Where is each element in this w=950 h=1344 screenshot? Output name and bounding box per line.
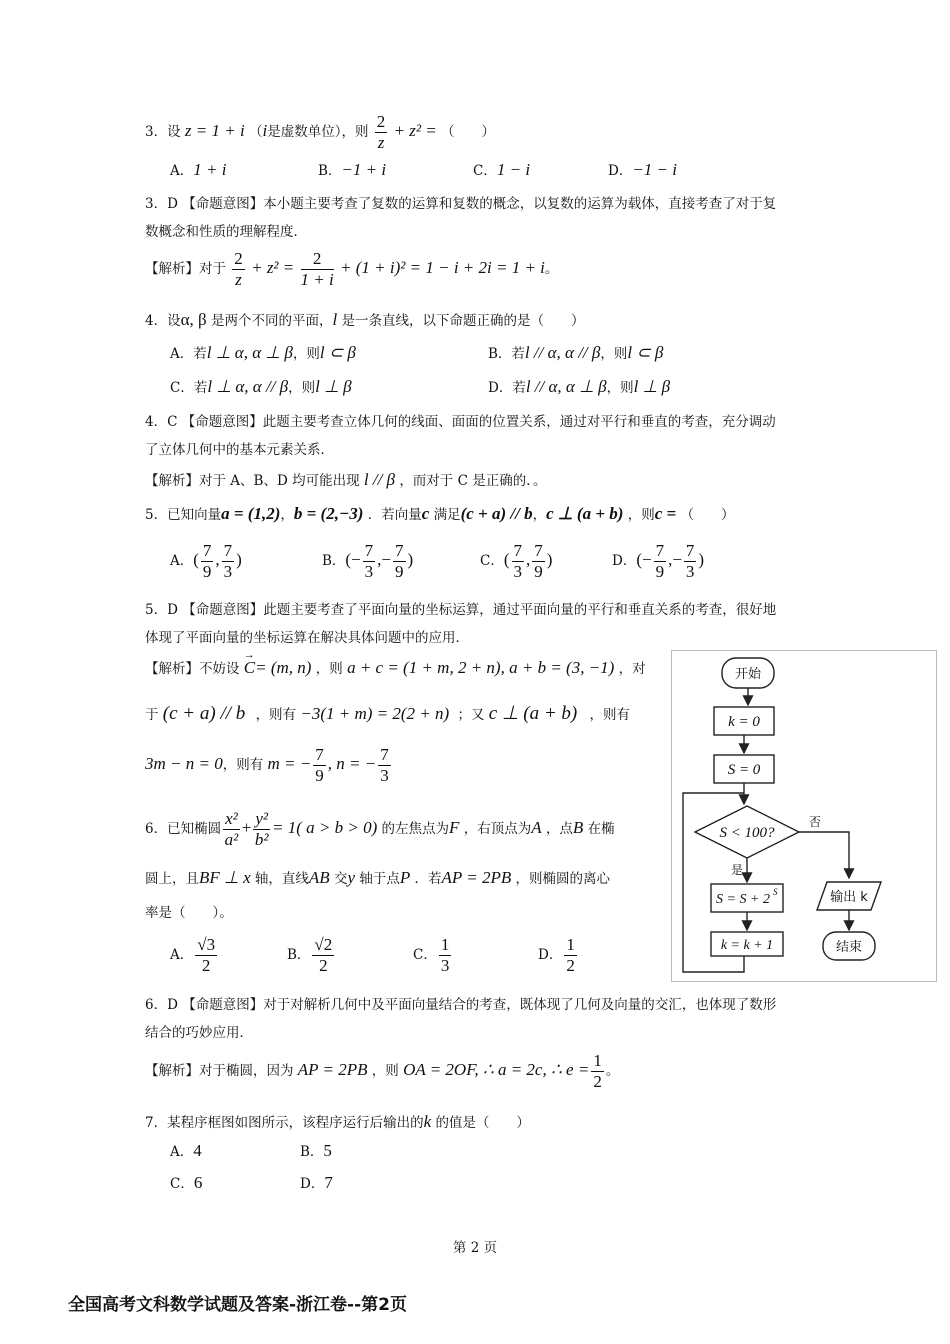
- analysis-text: ；又: [457, 707, 485, 723]
- q5-stem-text: ．若向量: [367, 507, 422, 523]
- option-sep: ,−: [668, 550, 682, 569]
- q6-analysis: [145, 1050, 619, 1092]
- option-cond: l // α, α // β: [524, 343, 601, 362]
- q5-option-a: [170, 540, 242, 582]
- frac-den: 2: [566, 956, 575, 975]
- q6-eq: = 1( a > b > 0): [272, 818, 378, 837]
- q5-option-c: [480, 540, 552, 582]
- q7-option-a: [170, 1141, 202, 1162]
- q7-stem-text: 7．某程序框图如图所示，该程序运行后输出的: [145, 1115, 424, 1131]
- q4-option-d: [488, 377, 670, 398]
- option-label: C．: [413, 947, 437, 963]
- option-label: D．: [300, 1176, 325, 1192]
- frac-num: 1: [440, 935, 450, 954]
- option-cond: l ⊥ α, α ⊥ β: [206, 343, 293, 362]
- q7-stem-text: 的值是（ ）: [435, 1115, 530, 1131]
- q7-option-c: [170, 1173, 202, 1194]
- option-res: l ⊥ β: [315, 377, 352, 396]
- q3-stem: [145, 112, 495, 153]
- q6-stem-text: 交: [334, 871, 348, 887]
- q6-math: y: [347, 868, 356, 887]
- frac-num: 2: [234, 249, 243, 268]
- q6-stem-text: 的左焦点为: [381, 821, 450, 837]
- q3-analysis-frac2: [301, 249, 334, 290]
- analysis-frac: [313, 745, 326, 786]
- flowchart-init-k-label: k = 0: [728, 714, 760, 730]
- frac-num: 7: [380, 745, 389, 764]
- frac-num: 1: [593, 1051, 602, 1070]
- q6-stem-text: 6．已知椭圆: [145, 821, 222, 837]
- frac-den: b²: [254, 830, 269, 849]
- analysis-math: = (m, n): [255, 658, 312, 677]
- q3-frac-num: 2: [376, 112, 386, 131]
- q3-stem-text: 是虚数单位），则: [267, 124, 369, 140]
- q3-answer-line2: 数概念和性质的理解程度．: [145, 224, 307, 240]
- q4-stem-text: 4．设: [145, 313, 181, 329]
- frac-den: 1 + i: [300, 270, 334, 289]
- frac-num: 2: [301, 249, 334, 270]
- analysis-text: ，则: [315, 661, 343, 677]
- analysis-math: OA = 2OF, ∴ a = 2c, ∴ e =: [403, 1060, 590, 1079]
- frac-den: 3: [440, 956, 450, 975]
- frac-den: 3: [513, 562, 523, 581]
- frac-den: a²: [224, 830, 239, 849]
- frac-den: 3: [364, 562, 374, 581]
- analysis-tag: 【解析】: [145, 261, 199, 277]
- flowchart-update-s-sup: S: [773, 887, 778, 897]
- q3-option-d: [608, 160, 677, 181]
- option-sep: ,: [526, 550, 531, 569]
- option-res: l ⊂ β: [319, 343, 356, 362]
- option-label: A．若: [170, 346, 207, 362]
- option-post: ): [407, 550, 414, 569]
- q6-frac-x: [223, 809, 240, 850]
- option-pre: (: [193, 550, 199, 569]
- program-flowchart: [671, 650, 937, 982]
- q6-option-a: [170, 935, 219, 976]
- option-value: −1 − i: [632, 160, 677, 179]
- q4-answer-line2: 了立体几何中的基本元素关系．: [145, 442, 334, 458]
- q3-frac-den: z: [377, 133, 385, 152]
- q3-fraction: [375, 112, 388, 153]
- analysis-math: −3(1 + m) = 2(2 + n): [300, 704, 450, 723]
- option-label: A．: [170, 553, 194, 569]
- analysis-text: 于: [145, 707, 159, 723]
- option-value: −1 + i: [341, 160, 387, 179]
- option-then: ，则: [600, 346, 628, 362]
- option-frac2: [532, 541, 545, 582]
- option-post: ): [698, 550, 705, 569]
- analysis-math: a + c = (1 + m, 2 + n), a + b = (3, −1): [347, 658, 615, 677]
- q6-stem-text: 轴，直线: [254, 871, 309, 887]
- q3-stem-text: 3．设: [145, 124, 181, 140]
- option-label: A．: [170, 1144, 194, 1160]
- q6-answer-line2: 结合的巧妙应用．: [145, 1025, 253, 1041]
- q4-option-b: [488, 343, 663, 364]
- q7-option-b: [300, 1141, 332, 1162]
- q4-stem-text: 是一条直线，以下命题正确的是（ ）: [341, 313, 585, 329]
- q6-stem-line1: [145, 808, 615, 850]
- option-post: ): [546, 550, 553, 569]
- q6-stem-line2: [145, 868, 610, 889]
- q6-stem-text: ，点: [545, 821, 573, 837]
- flowchart-end-label: 结束: [835, 940, 863, 955]
- q4-option-a: [170, 343, 356, 364]
- q4-alpha-beta: α, β: [180, 310, 207, 329]
- analysis-text: ，则: [371, 1063, 399, 1079]
- frac-num: √2: [314, 935, 333, 954]
- option-res: l ⊂ β: [627, 343, 664, 362]
- q3-option-b: [318, 160, 386, 181]
- frac-num: 7: [223, 541, 233, 560]
- q5-answer-line2: 体现了平面向量的坐标运算在解决具体问题中的应用．: [145, 630, 469, 646]
- q3-paren: （ ）: [441, 124, 496, 140]
- option-label: C．若: [170, 380, 208, 396]
- q3-option-a: [170, 160, 226, 181]
- frac-den: 3: [380, 766, 389, 785]
- frac-den: 2: [319, 956, 328, 975]
- option-label: C．: [480, 553, 504, 569]
- option-cond: l ⊥ α, α // β: [207, 377, 289, 396]
- q5-vec-b: b = (2,−3): [293, 504, 364, 523]
- q3-answer-line1: 3．D 【命题意图】本小题主要考查了复数的运算和复数的概念，以复数的运算为载体，直接考查了对于复: [145, 196, 777, 212]
- frac-den: 9: [315, 766, 324, 785]
- q5-option-b: [322, 540, 413, 582]
- option-frac2: [222, 541, 235, 582]
- frac-den: 9: [534, 562, 543, 581]
- option-frac1: [363, 541, 376, 582]
- q6-stem-line3: [145, 903, 233, 923]
- option-res: l ⊥ β: [633, 377, 671, 396]
- flowchart-yes-label: 是: [731, 863, 744, 877]
- option-frac1: [201, 541, 214, 582]
- q6-frac-y: [253, 809, 270, 850]
- option-label: B．: [287, 947, 311, 963]
- frac-num: 7: [655, 541, 665, 560]
- q5-analysis-line2: [145, 704, 630, 725]
- q4-analysis: [145, 470, 546, 491]
- flowchart-arrow-no: [799, 832, 849, 878]
- analysis-text: ，则有: [589, 707, 631, 723]
- option-label: C．: [473, 163, 497, 179]
- option-frac2: [684, 541, 697, 582]
- q6-option-b: [287, 935, 336, 976]
- option-value: 1 − i: [496, 160, 531, 179]
- option-label: D．: [612, 553, 637, 569]
- frac-num: 7: [315, 745, 324, 764]
- flowchart-output-label: 输出 k: [830, 890, 868, 905]
- q5-answer-line1: 5．D 【命题意图】此题主要考查了平面向量的坐标运算，通过平面向量的平行和垂直关系的考查，很好地: [145, 602, 777, 618]
- option-value: 5: [323, 1141, 332, 1160]
- frac-num: 7: [685, 541, 695, 560]
- flowchart-no-label: 否: [809, 815, 822, 829]
- q4-stem-text: 是两个不同的平面，: [210, 313, 333, 329]
- q5-c: c: [421, 504, 430, 523]
- q5-option-d: [612, 540, 704, 582]
- q6-option-c: [413, 935, 453, 976]
- q3-stem-text: （: [248, 124, 263, 140]
- frac-num: 7: [395, 541, 404, 560]
- frac-den: 2: [201, 956, 211, 975]
- option-then: ，则: [292, 346, 320, 362]
- analysis-tag: 【解析】: [145, 473, 199, 489]
- analysis-text: ，则有: [222, 757, 264, 773]
- option-value: 7: [324, 1173, 333, 1192]
- frac-num: 7: [202, 541, 212, 560]
- option-frac1: [654, 541, 667, 582]
- option-pre: (: [503, 550, 510, 569]
- q7-k: k: [423, 1112, 432, 1131]
- q6-math: BF ⊥ x: [199, 868, 251, 887]
- q5-cond1: (c + a) // b: [460, 504, 533, 523]
- option-label: B．: [300, 1144, 324, 1160]
- q6-F: F: [449, 818, 460, 837]
- analysis-text: ，而对于 C 是正确的．: [399, 473, 533, 489]
- frac-den: 9: [655, 562, 665, 581]
- option-label: A．: [170, 163, 194, 179]
- frac-num: 7: [513, 541, 523, 560]
- flowchart-start-label: 开始: [734, 667, 762, 682]
- option-frac1: [512, 541, 525, 582]
- q6-option-d: [538, 935, 579, 976]
- option-frac: [312, 935, 334, 976]
- option-label: D．若: [488, 380, 526, 396]
- q5-sep: ，: [532, 507, 547, 523]
- analysis-math: m = −: [267, 754, 312, 773]
- option-cond: l // α, α ⊥ β: [525, 377, 607, 396]
- q6-B: B: [572, 818, 584, 837]
- analysis-text: ，对: [618, 661, 646, 677]
- analysis-text: ，则有: [255, 707, 297, 723]
- q6-stem-text: 轴于点: [359, 871, 400, 887]
- q5-analysis-line1: [145, 658, 646, 679]
- option-frac: [195, 935, 217, 976]
- q7-stem: [145, 1112, 530, 1133]
- flowchart-update-s-label: S = S + 2: [716, 892, 770, 907]
- frac-num: x²: [225, 809, 238, 828]
- option-value: 6: [193, 1173, 203, 1192]
- q6-math: AB: [308, 868, 330, 887]
- analysis-math: AP = 2PB: [297, 1060, 368, 1079]
- page-number: 第 2 页: [452, 1240, 498, 1256]
- q6-math: AP = 2PB: [441, 868, 512, 887]
- q3-option-c: [473, 160, 530, 181]
- analysis-text: 对于椭圆，因为: [199, 1063, 294, 1079]
- q5-sep: ，: [280, 507, 294, 523]
- frac-num: √3: [197, 935, 216, 954]
- q6-A: A: [531, 818, 542, 837]
- q5-stem-text: 5．已知向量: [145, 507, 222, 523]
- frac-den: 3: [685, 562, 695, 581]
- q7-option-d: [300, 1173, 333, 1194]
- q3-i-var: i: [262, 121, 268, 140]
- q6-stem-text: 圆上，且: [145, 871, 199, 887]
- option-sep: ,: [215, 550, 220, 569]
- q3-stem-math: + z² =: [393, 121, 437, 140]
- frac-num: 1: [566, 935, 575, 954]
- q6-plus: +: [241, 818, 252, 837]
- analysis-math: (c + a) // b: [162, 703, 246, 724]
- option-label: B．: [322, 553, 346, 569]
- q6-stem-end: 。: [219, 905, 233, 921]
- analysis-text: 对于 A、B、D 均可能出现: [199, 473, 360, 489]
- q5-cond2: c ⊥ (a + b): [546, 504, 624, 523]
- analysis-math: c ⊥ (a + b): [488, 703, 578, 724]
- option-sep: ,−: [377, 550, 392, 569]
- q4-l: l: [332, 310, 338, 329]
- frac-num: y²: [255, 809, 268, 828]
- q5-stem-text: ，则: [627, 507, 655, 523]
- option-label: B．若: [488, 346, 525, 362]
- q5-stem-text: 满足: [433, 507, 461, 523]
- frac-den: 3: [223, 562, 233, 581]
- analysis-vec-c: → C: [244, 658, 255, 678]
- q4-option-c: [170, 377, 352, 398]
- q3-z-eq: z = 1 + i: [184, 121, 245, 140]
- frac-den: 2: [593, 1072, 602, 1091]
- frac-den: 9: [202, 562, 212, 581]
- option-value: 4: [193, 1141, 202, 1160]
- analysis-end: 。: [605, 1063, 620, 1079]
- analysis-text: 不妨设: [199, 661, 240, 677]
- analysis-math: + (1 + i)² = 1 − i + 2i = 1 + i: [340, 258, 545, 277]
- analysis-math: + z² =: [251, 258, 295, 277]
- flowchart-init-s-label: S = 0: [727, 762, 761, 778]
- q3-analysis-frac1: [232, 249, 245, 290]
- analysis-math: 3m − n = 0: [145, 754, 223, 773]
- q4-answer-line1: 4．C 【命题意图】此题主要考查立体几何的线面、面面的位置关系，通过对平行和垂直的考查，充分调动: [145, 414, 776, 430]
- flowchart-update-k-label: k = k + 1: [720, 938, 774, 953]
- frac-num: 7: [534, 541, 543, 560]
- q6-math: P: [399, 868, 411, 887]
- option-frac: [439, 935, 452, 976]
- analysis-tag: 【解析】: [145, 661, 199, 677]
- q3-analysis: [145, 248, 558, 290]
- q5-paren: （ ）: [680, 507, 735, 523]
- analysis-frac: [378, 745, 391, 786]
- option-label: D．: [538, 947, 563, 963]
- q5-vec-a: a = (1,2): [221, 504, 281, 523]
- analysis-math: , n = −: [327, 754, 377, 773]
- analysis-text: 对于: [199, 261, 226, 277]
- q6-answer-line1: 6．D 【命题意图】对于对解析几何中及平面向量结合的考查，既体现了几何及向量的交汇，也体现了数形: [145, 997, 777, 1013]
- q6-stem-text: 在椭: [587, 821, 615, 837]
- analysis-end: 。: [544, 261, 559, 277]
- q5-c-eq: c =: [654, 504, 677, 523]
- analysis-tag: 【解析】: [145, 1063, 199, 1079]
- option-label: D．: [608, 163, 633, 179]
- option-value: 1 + i: [193, 160, 227, 179]
- flowchart-condition-label: S < 100?: [719, 825, 775, 841]
- option-label: A．: [170, 947, 194, 963]
- document-footer-title: 全国高考文科数学试题及答案-浙江卷--第2页: [68, 1295, 407, 1315]
- option-then: ，则: [288, 380, 316, 396]
- q4-stem: [145, 310, 584, 331]
- q6-stem-text: 率是（ ）: [145, 905, 220, 921]
- option-frac: [564, 935, 577, 976]
- q5-analysis-line3: [145, 744, 393, 786]
- q6-stem-text: ．若: [414, 871, 442, 887]
- frac-den: z: [235, 270, 242, 289]
- q6-stem-text: ，则椭圆的离心: [515, 871, 611, 887]
- option-label: B．: [318, 163, 342, 179]
- analysis-end: 。: [532, 473, 547, 489]
- analysis-math: l // β: [363, 470, 396, 489]
- option-label: C．: [170, 1176, 194, 1192]
- frac-num: 7: [364, 541, 374, 560]
- frac-den: 9: [395, 562, 404, 581]
- option-pre: (−: [636, 550, 652, 569]
- analysis-frac: [591, 1051, 604, 1092]
- option-pre: (−: [345, 550, 361, 569]
- option-post: ): [236, 550, 242, 569]
- option-frac2: [393, 541, 406, 582]
- option-then: ，则: [606, 380, 634, 396]
- q6-stem-text: ，右顶点为: [463, 821, 532, 837]
- q5-stem: [145, 504, 735, 525]
